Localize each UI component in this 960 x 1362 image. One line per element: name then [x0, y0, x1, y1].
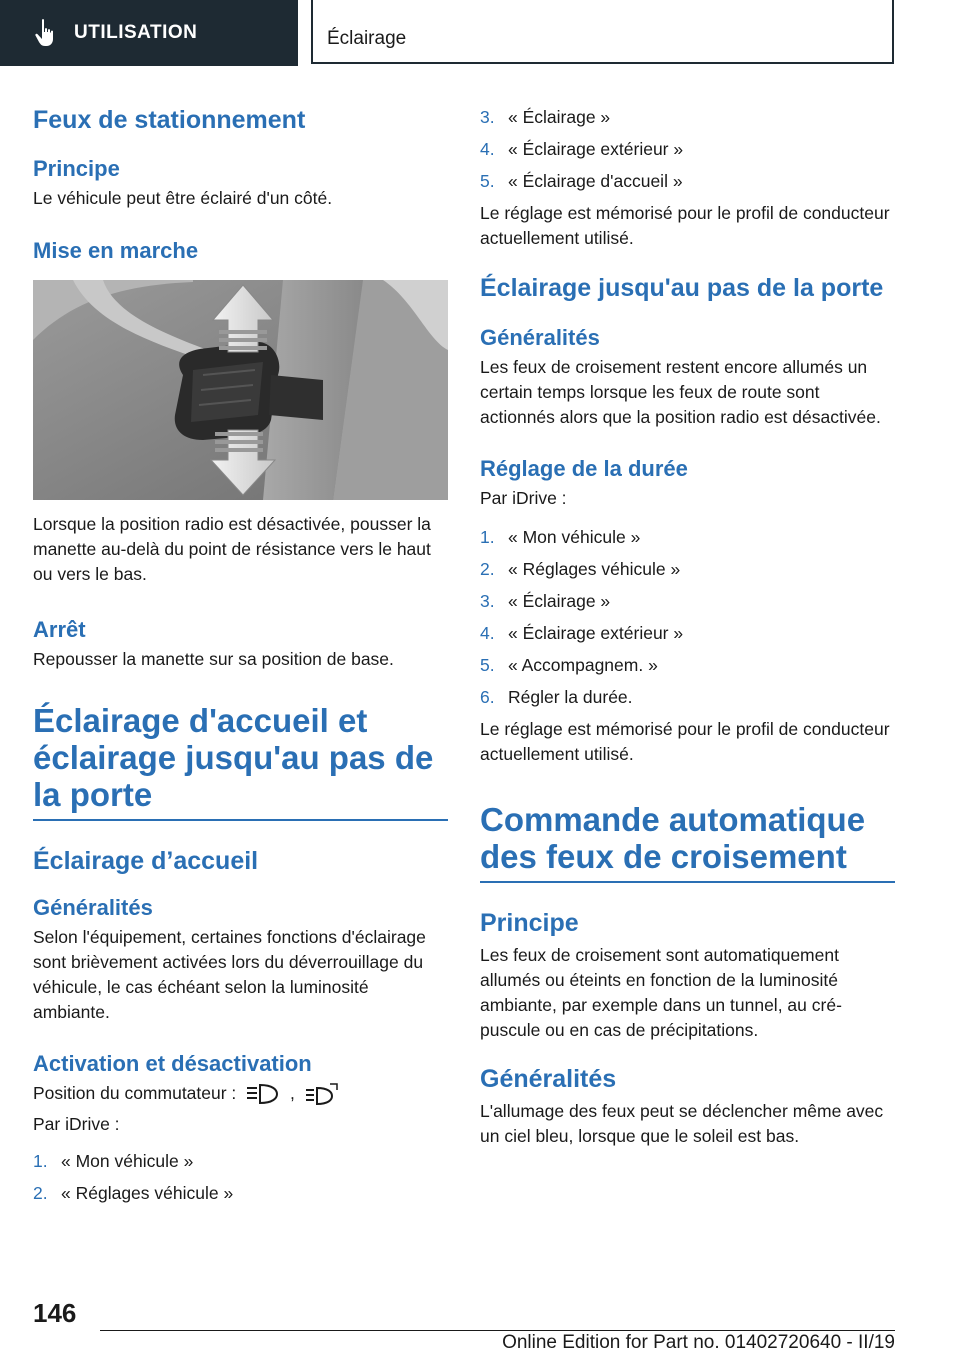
text-saved-profile-1: Le réglage est mémorisé pour le profil de conducteur actuellement utilisé.: [480, 203, 890, 248]
list-item: [480, 165, 895, 197]
heading-generalites-right-2: Généralités: [480, 1065, 617, 1093]
step-number: 4.: [480, 623, 495, 643]
step-number: 2.: [480, 559, 495, 579]
heading-principe-right: Principe: [480, 909, 579, 937]
step-text: « Éclairage »: [508, 591, 611, 611]
step-text: « Éclairage »: [508, 107, 611, 127]
heading-mise-en-marche: Mise en marche: [33, 238, 199, 263]
step-number: 6.: [480, 687, 495, 707]
text-generalites: Selon l'équipement, certaines fonctions d'éclairage sont brièvement activées lors du déverrouillage du véhicule, le cas échéant selon la luminosité ambiante.: [33, 927, 426, 1022]
hand-pointer-icon: [34, 18, 58, 48]
text-principe: Le véhicule peut être éclairé d'un côté.: [33, 188, 333, 208]
chapter-heading-welcome: [33, 702, 448, 821]
heading-arret: Arrêt: [33, 617, 86, 642]
comma: ,: [290, 1083, 295, 1103]
step-text: « Éclairage extérieur »: [508, 139, 684, 159]
step-text: « Mon véhicule »: [61, 1151, 194, 1172]
text-saved-profile-2: Le réglage est mémorisé pour le profil de conducteur actuellement utilisé.: [480, 719, 890, 764]
list-item: [480, 617, 895, 649]
step-number: 2.: [33, 1183, 48, 1204]
heading-eclairage-accueil: Éclairage d’accueil: [33, 847, 259, 875]
heading-activation: Activation et désactivation: [33, 1051, 312, 1076]
step-number: 1.: [33, 1151, 48, 1172]
section-label: UTILISATION: [74, 22, 198, 43]
heading-generalites-right: Généralités: [480, 325, 600, 350]
step-number: 3.: [480, 591, 495, 611]
step-number: 5.: [480, 171, 495, 191]
page-number: 146: [33, 1298, 77, 1328]
step-text: « Réglages véhicule »: [61, 1183, 234, 1204]
chapter-title-auto: Commande automatique des feux de croisement: [480, 801, 866, 875]
list-item: [480, 681, 895, 713]
steps-list-right: [480, 521, 895, 713]
lever-figure: [33, 280, 448, 500]
low-beam-auto-icon: [245, 1082, 281, 1106]
list-item: [480, 521, 895, 553]
step-number: 3.: [480, 107, 495, 127]
step-text: « Éclairage extérieur »: [508, 623, 684, 643]
page-title: Éclairage: [327, 28, 407, 49]
list-item: [480, 553, 895, 585]
text-par-idrive: Par iDrive :: [33, 1114, 120, 1135]
position-label: Position du commutateur :: [33, 1083, 237, 1103]
left-column: [33, 100, 448, 1209]
step-text: « Accompagnem. »: [508, 655, 658, 675]
text-position-commutateur: [33, 1081, 448, 1106]
text-generalites-right: Les feux de croisement restent encore allumés un certain temps lorsque les feux de route sont actionnés alors que la position radio est désactivée.: [480, 357, 881, 427]
list-item: [480, 649, 895, 681]
step-text: « Éclairage d'accueil »: [508, 171, 683, 191]
edition-note: Online Edition for Part no. 01402720640 - II/19: [502, 1332, 895, 1353]
step-number: 4.: [480, 139, 495, 159]
right-column: [480, 101, 895, 1149]
list-item: [33, 1177, 448, 1209]
turn-signal-lever-illustration: [33, 280, 448, 500]
step-number: 5.: [480, 655, 495, 675]
section-tab: [0, 0, 298, 66]
step-number: 1.: [480, 527, 495, 547]
chapter-heading-auto: [480, 801, 895, 883]
page-header: [0, 0, 960, 66]
text-mise-en-marche: Lorsque la position radio est désactivée, pousser la manette au-delà du point de résistance vers le haut ou vers le bas.: [33, 514, 431, 584]
step-text: « Mon véhicule »: [508, 527, 641, 547]
footer-divider: [100, 1330, 895, 1331]
list-item: [480, 133, 895, 165]
text-generalites-right-2: L'allumage des feux peut se déclencher même avec un ciel bleu, lorsque que le soleil est bas.: [480, 1101, 884, 1146]
text-par-idrive-right: Par iDrive :: [480, 488, 567, 508]
list-item: [480, 101, 895, 133]
title-tab: [311, 0, 894, 64]
chapter-title-welcome: Éclairage d'accueil et éclairage jusqu'au pas de la porte: [33, 702, 434, 813]
text-arret: Repousser la manette sur sa position de base.: [33, 649, 394, 669]
steps-list-right-top: [480, 101, 895, 197]
list-item: [33, 1145, 448, 1177]
heading-reglage-duree: Réglage de la durée: [480, 456, 688, 481]
step-text: Régler la durée.: [508, 687, 633, 707]
step-text: « Réglages véhicule »: [508, 559, 681, 579]
text-principe-right: Les feux de croisement sont automatiquement allumés ou éteints en fonction de la luminosité ambiante, par exemple dans un tunnel, au crépuscule ou en cas de précipitations.: [480, 945, 842, 1040]
steps-list-left: [33, 1145, 448, 1209]
auto-headlight-icon: [304, 1082, 340, 1106]
heading-generalites: Généralités: [33, 895, 153, 920]
heading-principe: Principe: [33, 156, 120, 181]
list-item: [480, 585, 895, 617]
heading-parking-lights: Feux de stationnement: [33, 106, 306, 134]
heading-doorstep-lighting: Éclairage jusqu'au pas de la porte: [480, 274, 884, 302]
